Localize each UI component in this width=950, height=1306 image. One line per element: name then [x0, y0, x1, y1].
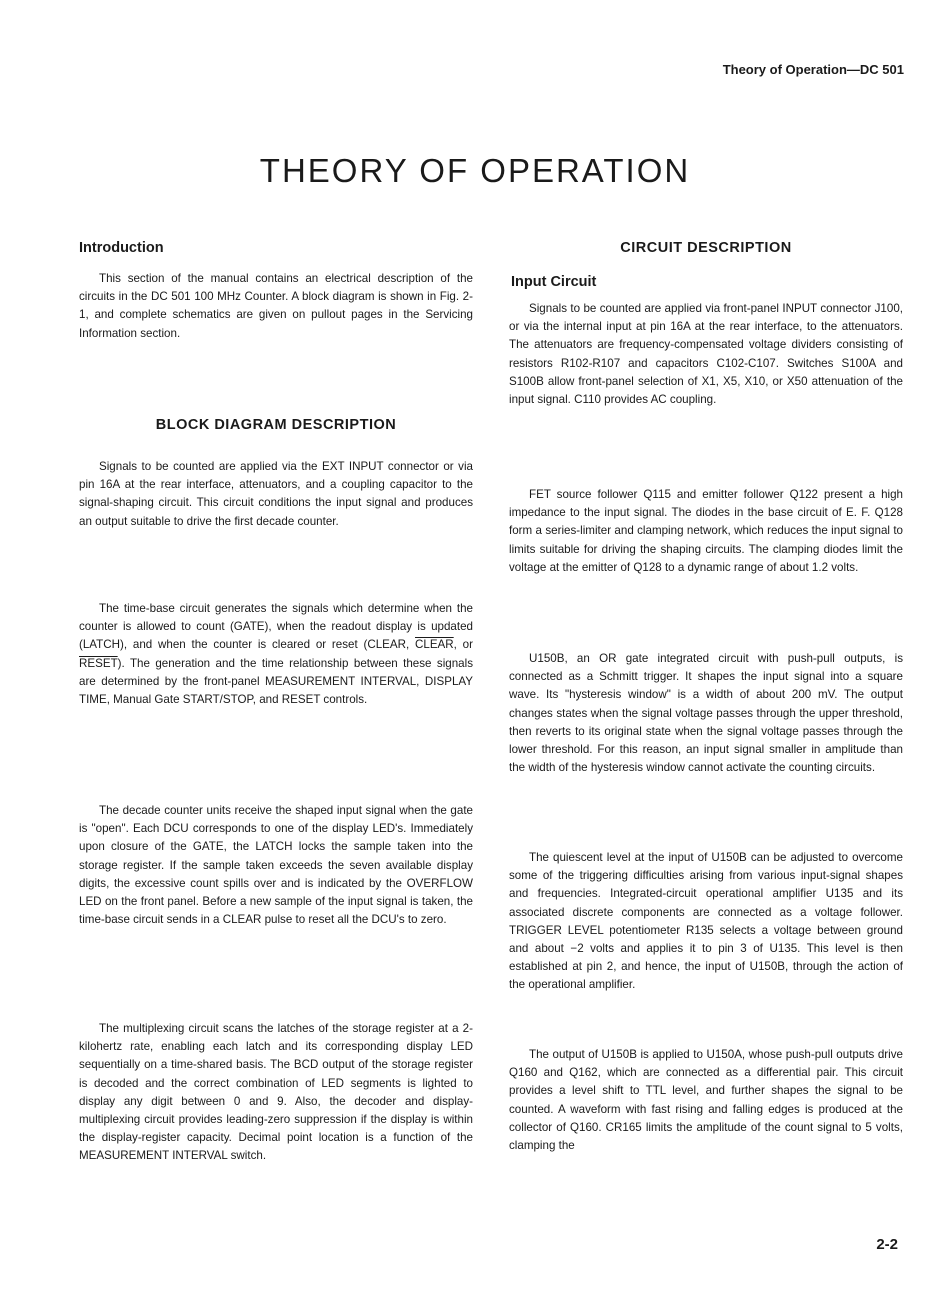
block-paragraph-2-part-b: ). The generation and the time relationship between these signals are determined by the front-panel MEASUREMENT INTERVAL, DISPLAY TIME, Manual Gate START/STOP, and RESET controls. [79, 656, 473, 707]
input-circuit-heading: Input Circuit [511, 274, 597, 290]
input-paragraph-3: U150B, an OR gate integrated circuit with push-pull outputs, is connected as a Schmitt trigger. It shapes the input signal into a square wave. Its "hysteresis window" is a width of about 200 mV. The output changes states when the signal voltage passes through the upper threshold, then reverts to its original state when the signal voltage passes through the lower threshold. For this reason, an input signal smaller in amplitude than the width of the hysteresis window cannot activate the counting circuits. [509, 652, 903, 775]
circuit-description-heading: CIRCUIT DESCRIPTION [620, 240, 792, 256]
input-paragraph-4: The quiescent level at the input of U150B can be adjusted to overcome some of the triggering difficulties arising from various input-signal shapes and frequencies. Integrated-circuit operational amplifier U135 and its associated discrete components are connected as a voltage follower. TRIGGER LEVEL potentiometer R135 selects a voltage between ground and about −2 volts and applies it to pin 3 of U135. This level is then established at pin 2, and hence, the input of U150B, through the action of the operational amplifier. [509, 851, 903, 992]
input-paragraph-1: Signals to be counted are applied via front-panel INPUT connector J100, or via the internal input at pin 16A at the rear interface, to the attenuators. The attenuators are frequency-compensated voltage dividers consisting of resistors R102-R107 and capacitors C102-C107. Switches S100A and S100B allow front-panel selection of X1, X5, X10, or X50 attenuation of the input signal. C110 provides AC coupling. [509, 302, 903, 407]
block-paragraph-2-part-a: The time-base circuit generates the signals which determine when the counter is allowed to count (GATE), when the readout display is updated (LATCH), and when the counter is cleared or reset (CLEAR, [79, 602, 473, 652]
block-paragraph-2-or: , or [453, 638, 473, 652]
running-head: Theory of Operation—DC 501 [722, 62, 904, 77]
introduction-paragraph: This section of the manual contains an electrical description of the circuits in the DC 501 100 MHz Counter. A block diagram is shown in Fig. 2-1, and complete schematics are given on pullout pages in the Servicing Information section. [79, 272, 473, 340]
introduction-heading: Introduction [79, 240, 164, 256]
reset-bar-signal: RESET [79, 656, 118, 670]
input-paragraph-2: FET source follower Q115 and emitter follower Q122 present a high impedance to the input signal. The diodes in the base circuit of E. F. Q128 form a series-limiter and clamping network, which reduces the input signal to limits suitable for driving the shaping circuits. The clamping diodes limit the voltage at the emitter of Q128 to a dynamic range of about 1.2 volts. [509, 488, 903, 574]
input-paragraph-5: The output of U150B is applied to U150A, whose push-pull outputs drive Q160 and Q162, which are connected as a differential pair. This circuit provides a level shift to TTL level, and further shapes the signal to be counted. A waveform with fast rising and falling edges is produced at the collector of Q160. CR165 limits the amplitude of the count signal to 5 volts, clamping the [509, 1048, 903, 1153]
page-title: THEORY OF OPERATION [259, 152, 691, 189]
clear-bar-signal: CLEAR [415, 638, 454, 652]
page-number: 2-2 [876, 1236, 898, 1253]
block-paragraph-3: The decade counter units receive the shaped input signal when the gate is "open". Each DCU corresponds to one of the display LED's. Immediately upon closure of the GATE, the LATCH locks the sample taken into the storage register. If the sample taken exceeds the seven available display digits, the excessive count spills over and is indicated by the OVERFLOW LED on the front panel. Before a new sample of the input signal is taken, the time-base circuit sends in a CLEAR pulse to reset all the DCU's to zero. [79, 804, 473, 927]
block-diagram-heading: BLOCK DIAGRAM DESCRIPTION [155, 417, 397, 433]
block-paragraph-4: The multiplexing circuit scans the latches of the storage register at a 2-kilohertz rate, enabling each latch and its corresponding display LED sequentially on a time-shared basis. The BCD output of the storage register is decoded and the correct combination of LED segments is lighted to display any digit between 0 and 9. Also, the decoder and display-multiplexing circuit provides leading-zero suppression if the display is within the display-register capacity. Decimal point location is a function of the MEASUREMENT INTERVAL switch. [79, 1022, 473, 1163]
block-paragraph-2 [79, 600, 473, 709]
block-paragraph-1: Signals to be counted are applied via the EXT INPUT connector or via pin 16A at the rear interface, attenuators, and a coupling capacitor to the signal-shaping circuit. This circuit conditions the input signal and produces an output suitable to drive the first decade counter. [79, 460, 473, 528]
